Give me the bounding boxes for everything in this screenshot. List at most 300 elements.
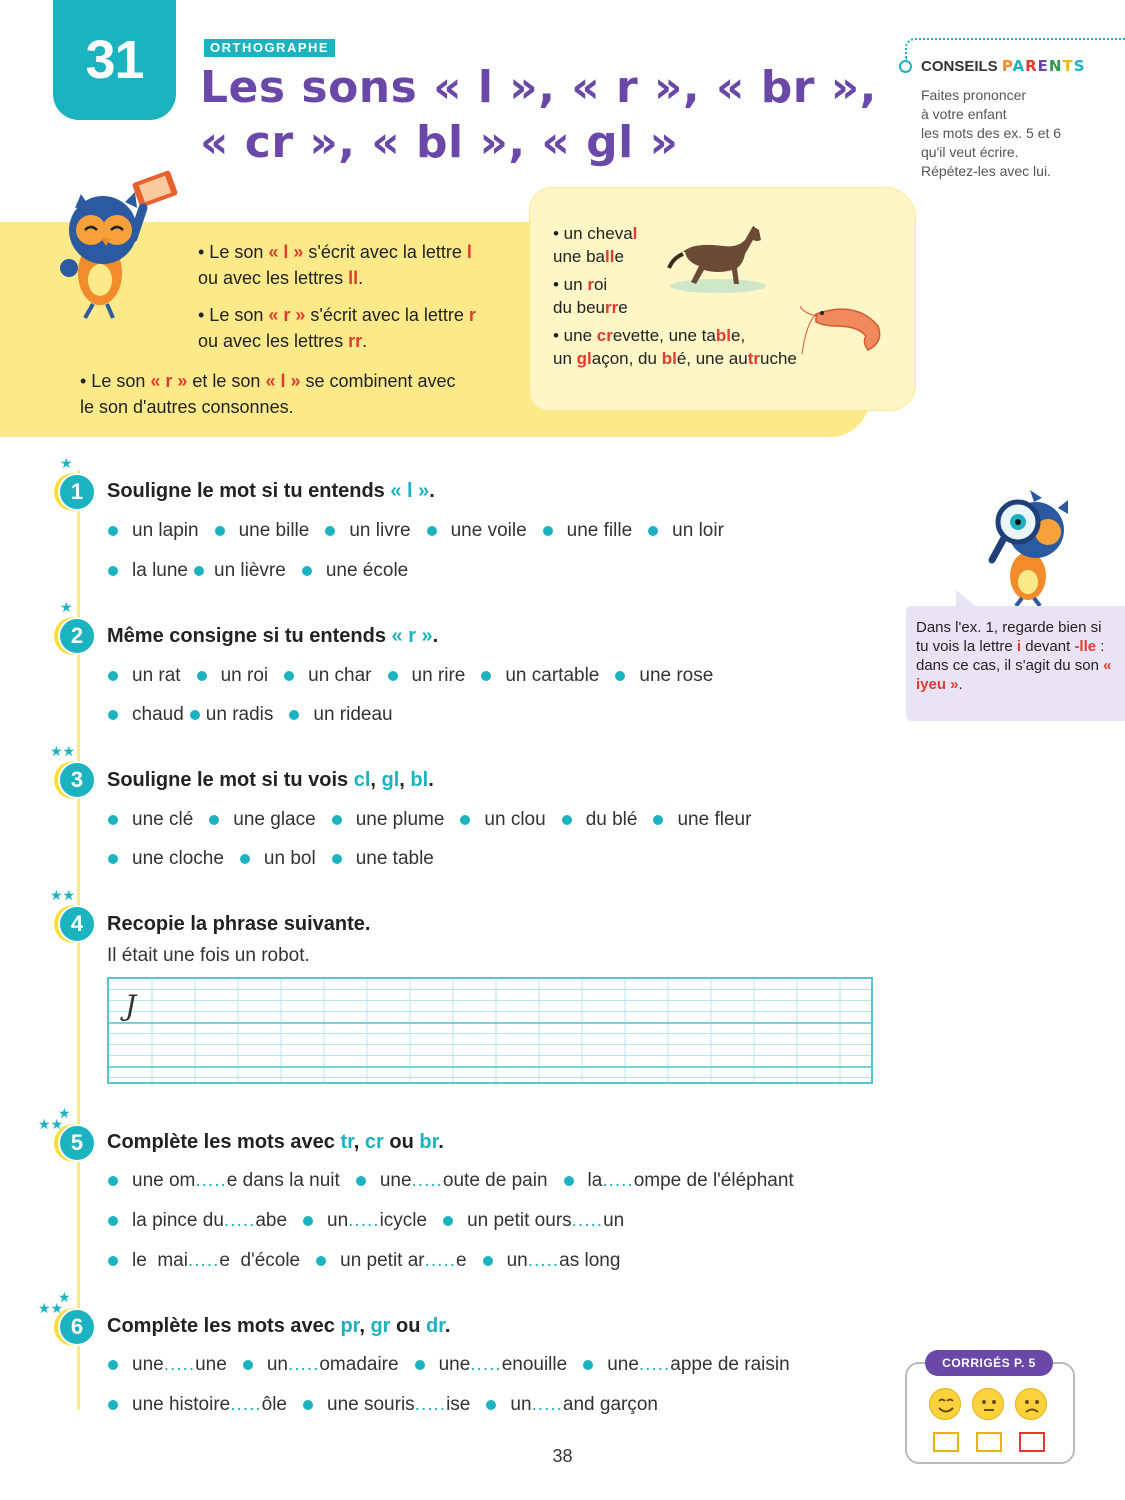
- difficulty-stars: ★ ★★: [38, 1289, 71, 1316]
- example-text: • un cheva: [553, 224, 633, 243]
- speech-notch: [170, 222, 192, 250]
- word[interactable]: une clé: [132, 809, 194, 830]
- word-start: la: [587, 1170, 603, 1191]
- instruction-letters: gl: [381, 769, 400, 791]
- blank-gap[interactable]: .....: [223, 1210, 256, 1231]
- rule-letter: r: [468, 305, 476, 325]
- hint-letter: i: [1016, 638, 1022, 655]
- word-item[interactable]: [325, 520, 410, 542]
- exercise-5-row-3: [108, 1250, 636, 1272]
- parents-line: Répétez-les avec lui.: [921, 163, 1051, 179]
- blank-gap[interactable]: .....: [195, 1170, 227, 1191]
- bullet-icon: [108, 671, 118, 681]
- word-end: e d'école: [219, 1250, 301, 1271]
- blank-gap[interactable]: .....: [411, 1170, 443, 1191]
- word[interactable]: une plume: [355, 809, 445, 830]
- fill-item[interactable]: [303, 1394, 470, 1416]
- checkbox-row: [933, 1432, 1045, 1452]
- parents-line: Faites prononcer: [921, 87, 1027, 103]
- word-item[interactable]: [194, 560, 286, 582]
- instruction-text: .: [428, 769, 434, 791]
- instruction-letters: br: [419, 1131, 439, 1153]
- hint-text: .: [958, 676, 963, 693]
- blank-gap[interactable]: .....: [424, 1250, 457, 1271]
- blank-gap[interactable]: .....: [638, 1354, 671, 1375]
- fill-item[interactable]: [108, 1250, 300, 1272]
- bullet-icon: [316, 1256, 326, 1266]
- instruction-letters: tr: [340, 1131, 354, 1153]
- exercise-6-instruction: [107, 1315, 450, 1338]
- word-start: une histoire: [132, 1394, 231, 1415]
- fill-item[interactable]: [564, 1170, 794, 1192]
- word[interactable]: un loir: [672, 520, 724, 541]
- word-end: e: [456, 1250, 467, 1271]
- word-item[interactable]: [240, 848, 316, 870]
- bullet-icon: [415, 1360, 425, 1370]
- rule-combined: [80, 368, 520, 420]
- example-text: une ba: [553, 247, 605, 266]
- rule-text: ou avec les lettres: [198, 331, 349, 351]
- bullet-icon: [108, 526, 118, 536]
- owl-magnifier-icon: [978, 488, 1088, 608]
- word-end: oute de pain: [442, 1170, 548, 1191]
- exercise-1-instruction: [107, 480, 435, 503]
- word-item[interactable]: [190, 704, 274, 726]
- instruction-text: ,: [353, 1131, 365, 1153]
- word-item[interactable]: [302, 560, 408, 582]
- word-item[interactable]: [197, 665, 269, 687]
- example-text: e: [618, 298, 628, 317]
- bullet-icon: [486, 1400, 496, 1410]
- word-item[interactable]: [648, 520, 724, 542]
- parents-heading: [921, 57, 1086, 75]
- exercise-number: 3: [58, 761, 96, 799]
- hint-letters: -lle: [1074, 638, 1097, 655]
- bullet-icon: [481, 671, 491, 681]
- rule-text: s'écrit avec la lettre: [305, 305, 469, 325]
- word[interactable]: un roi: [220, 665, 269, 686]
- exercise-2-row-2: [108, 704, 409, 726]
- fill-item[interactable]: [483, 1250, 621, 1272]
- fill-item[interactable]: [108, 1354, 227, 1376]
- bullet-icon: [483, 1256, 493, 1266]
- rule-text: .: [362, 331, 368, 351]
- word-start: une: [379, 1170, 412, 1191]
- word[interactable]: une fille: [566, 520, 633, 541]
- word-end: appe de raisin: [670, 1354, 790, 1375]
- word[interactable]: un char: [308, 665, 372, 686]
- assessment-checkbox-good[interactable]: [933, 1432, 959, 1452]
- instruction-text: Souligne le mot si tu vois: [107, 769, 354, 791]
- word-item[interactable]: [427, 520, 527, 542]
- word-item[interactable]: [215, 520, 310, 542]
- word[interactable]: une bille: [238, 520, 310, 541]
- blank-gap[interactable]: .....: [527, 1250, 560, 1271]
- rule-sound: « l »: [265, 371, 301, 391]
- word-item[interactable]: [108, 809, 193, 831]
- example-letter: bl: [661, 349, 677, 368]
- word[interactable]: un rideau: [313, 704, 393, 725]
- word-item[interactable]: [108, 520, 199, 542]
- instruction-text: ou: [390, 1315, 427, 1337]
- exercise-2-instruction: [107, 625, 438, 648]
- word[interactable]: la lune: [132, 560, 188, 581]
- instruction-letters: cl: [353, 769, 371, 791]
- bullet-icon: [108, 815, 118, 825]
- rule-l: [198, 239, 472, 291]
- exercise-number: 1: [58, 473, 96, 511]
- parents-heading-b: PARENTS: [1001, 57, 1086, 75]
- word-end: omadaire: [319, 1354, 399, 1375]
- word-start: le mai: [132, 1250, 188, 1271]
- example-text: du beu: [553, 298, 605, 317]
- bullet-icon: [108, 1216, 118, 1226]
- bullet-icon: [583, 1360, 593, 1370]
- word-item[interactable]: [562, 809, 638, 831]
- parents-line: à votre enfant: [921, 106, 1007, 122]
- bullet-icon: [388, 671, 398, 681]
- hint-text: Dans l'ex. 1, regarde bien si tu vois la lettre: [916, 619, 1102, 655]
- word-item[interactable]: [481, 665, 599, 687]
- blank-gap[interactable]: .....: [414, 1394, 447, 1415]
- bullet-icon: [243, 1360, 253, 1370]
- example-text: é, une au: [676, 349, 748, 368]
- bullet-icon: [190, 710, 200, 720]
- neutral-face-icon: [972, 1388, 1004, 1420]
- bullet-icon: [648, 526, 658, 536]
- bullet-icon: [108, 1360, 118, 1370]
- blank-gap[interactable]: .....: [571, 1210, 604, 1231]
- instruction-sound: « l »: [390, 480, 430, 502]
- word-item[interactable]: [332, 848, 434, 870]
- fill-item[interactable]: [108, 1170, 340, 1192]
- page-title-line-1: Les sons « l », « r », « br »,: [200, 62, 877, 113]
- word-item[interactable]: [108, 704, 184, 726]
- rule-sound: « l »: [268, 242, 304, 262]
- parents-circle-icon: [899, 60, 912, 73]
- owl-reading-icon: [55, 168, 185, 328]
- word[interactable]: un cartable: [505, 665, 600, 686]
- bullet-icon: [108, 1176, 118, 1186]
- word-end: abe: [255, 1210, 288, 1231]
- rule-text: s'écrit avec la lettre: [303, 242, 467, 262]
- bullet-icon: [615, 671, 625, 681]
- instruction-text: ou: [383, 1131, 420, 1153]
- answers-page-tab: CORRIGÉS P. 5: [925, 1350, 1053, 1376]
- word[interactable]: une rose: [639, 665, 714, 686]
- rule-letter: ll: [348, 268, 359, 288]
- word-start: une: [132, 1354, 164, 1375]
- rule-text: le son d'autres consonnes.: [80, 397, 294, 417]
- bullet-icon: [443, 1216, 453, 1226]
- assessment-checkbox-bad[interactable]: [1019, 1432, 1045, 1452]
- word-end: enouille: [501, 1354, 568, 1375]
- example-text: e,: [730, 326, 746, 345]
- bullet-icon: [108, 566, 118, 576]
- bullet-icon: [197, 671, 207, 681]
- difficulty-stars: ★★: [50, 743, 76, 759]
- rule-text: se combinent avec: [300, 371, 456, 391]
- rule-letter: rr: [348, 331, 363, 351]
- exercise-2-row-1: [108, 665, 729, 687]
- bullet-icon: [562, 815, 572, 825]
- smiley-row: [929, 1388, 1047, 1420]
- exercise-number: 5: [58, 1124, 96, 1162]
- bullet-icon: [108, 854, 118, 864]
- horse-icon: [663, 218, 773, 298]
- word-item[interactable]: [615, 665, 713, 687]
- bullet-icon: [284, 671, 294, 681]
- exercise-3-row-1: [108, 809, 767, 831]
- word-end: e dans la nuit: [226, 1170, 340, 1191]
- fill-item[interactable]: [303, 1210, 427, 1232]
- bullet-icon: [289, 710, 299, 720]
- worried-face-icon: [1015, 1388, 1047, 1420]
- bullet-icon: [332, 854, 342, 864]
- word-item[interactable]: [460, 809, 545, 831]
- example-letter: r: [587, 275, 594, 294]
- exercise-3-instruction: [107, 769, 434, 792]
- example-text: oi: [593, 275, 608, 294]
- instruction-sound: « r »: [391, 625, 433, 647]
- blank-gap[interactable]: .....: [348, 1210, 380, 1231]
- word-start: un: [266, 1354, 288, 1375]
- fill-item[interactable]: [108, 1210, 287, 1232]
- subject-tag: ORTHOGRAPHE: [204, 39, 335, 57]
- fill-item[interactable]: [583, 1354, 789, 1376]
- instruction-text: Même consigne si tu entends: [107, 625, 392, 647]
- word-item[interactable]: [543, 520, 633, 542]
- difficulty-stars: ★ ★★: [38, 1105, 71, 1132]
- exercise-number: 2: [58, 617, 96, 655]
- instruction-text: ,: [359, 1315, 371, 1337]
- word-start: un petit ar: [340, 1250, 425, 1271]
- bullet-icon: [108, 1400, 118, 1410]
- lesson-number-badge: 31: [53, 0, 176, 120]
- handwritten-model-letter: J: [125, 989, 137, 1022]
- word[interactable]: une cloche: [132, 848, 224, 869]
- word-item[interactable]: [388, 665, 466, 687]
- fill-item[interactable]: [108, 1394, 287, 1416]
- rule-text: ou avec les lettres: [198, 268, 349, 288]
- example-letter: l: [632, 224, 638, 243]
- word-end: and garçon: [562, 1394, 658, 1415]
- word-start: un petit ours: [467, 1210, 572, 1231]
- instruction-letters: gr: [370, 1315, 391, 1337]
- exercise-5-instruction: [107, 1131, 444, 1154]
- hint-sound: « iyeu »: [916, 657, 1112, 693]
- bullet-icon: [108, 1256, 118, 1266]
- blank-gap[interactable]: .....: [187, 1250, 220, 1271]
- example-letter: rr: [605, 298, 619, 317]
- instruction-text: .: [444, 1315, 451, 1337]
- instruction-text: ,: [399, 769, 411, 791]
- bullet-icon: [332, 815, 342, 825]
- word-end: ôle: [261, 1394, 287, 1415]
- word[interactable]: une école: [325, 560, 409, 581]
- happy-face-icon: [929, 1388, 961, 1420]
- page-title-line-2: « cr », « bl », « gl »: [200, 117, 679, 168]
- blank-gap[interactable]: .....: [602, 1170, 634, 1191]
- bullet-icon: [215, 526, 225, 536]
- fill-item[interactable]: [243, 1354, 399, 1376]
- example-text: evette, une ta: [612, 326, 716, 345]
- word-item[interactable]: [108, 665, 181, 687]
- word-item[interactable]: [332, 809, 445, 831]
- instruction-text: ,: [370, 769, 382, 791]
- bullet-icon: [427, 526, 437, 536]
- difficulty-stars: ★: [60, 599, 73, 615]
- bullet-icon: [108, 710, 118, 720]
- blank-gap[interactable]: .....: [287, 1354, 320, 1375]
- word-start: une souris: [327, 1394, 415, 1415]
- word-start: une: [607, 1354, 639, 1375]
- word[interactable]: un rat: [132, 665, 181, 686]
- instruction-text: Souligne le mot si tu entends: [107, 480, 391, 502]
- grid-vertical-lines: [109, 979, 871, 1082]
- word-start: un: [327, 1210, 349, 1231]
- word[interactable]: une glace: [233, 809, 316, 830]
- word-item[interactable]: [209, 809, 315, 831]
- rule-text: • Le son: [80, 371, 151, 391]
- parents-advice: [921, 86, 1121, 181]
- exercise-6-row-2: [108, 1394, 674, 1416]
- instruction-letters: bl: [410, 769, 429, 791]
- bullet-icon: [653, 815, 663, 825]
- word[interactable]: un bol: [263, 848, 316, 869]
- word-item[interactable]: [284, 665, 371, 687]
- word[interactable]: un lapin: [132, 520, 199, 541]
- word[interactable]: un clou: [484, 809, 546, 830]
- instruction-text: .: [429, 480, 435, 502]
- blank-gap[interactable]: .....: [230, 1394, 262, 1415]
- word[interactable]: un radis: [205, 704, 274, 725]
- fill-item[interactable]: [356, 1170, 548, 1192]
- example-letter: cr: [596, 326, 613, 345]
- difficulty-stars: ★★: [50, 887, 76, 903]
- page-number: 38: [552, 1446, 573, 1466]
- parents-line: les mots des ex. 5 et 6: [921, 125, 1062, 141]
- word-start: une: [438, 1354, 471, 1375]
- word-end: as long: [559, 1250, 621, 1271]
- fill-item[interactable]: [316, 1250, 466, 1272]
- rule-letter: l: [466, 242, 472, 262]
- word-start: un: [510, 1394, 532, 1415]
- word-item[interactable]: [108, 848, 224, 870]
- word[interactable]: une voile: [450, 520, 527, 541]
- word-end: une: [195, 1354, 227, 1375]
- fill-item[interactable]: [486, 1394, 658, 1416]
- word-end: ise: [446, 1394, 471, 1415]
- example-letter: bl: [715, 326, 731, 345]
- fill-item[interactable]: [443, 1210, 624, 1232]
- instruction-letters: dr: [426, 1315, 445, 1337]
- hint-text: : dans ce cas, il s'agit du son: [916, 638, 1105, 674]
- sentence-to-copy: Il était une fois un robot.: [107, 945, 310, 966]
- example-letter: gl: [576, 349, 592, 368]
- word-end: un: [603, 1210, 625, 1231]
- parents-line: qu'il veut écrire.: [921, 144, 1019, 160]
- word-item[interactable]: [108, 560, 188, 582]
- bullet-icon: [194, 566, 204, 576]
- word[interactable]: du blé: [585, 809, 638, 830]
- instruction-text: .: [432, 625, 439, 647]
- word[interactable]: un lièvre: [214, 560, 286, 581]
- word-item[interactable]: [653, 809, 751, 831]
- word-end: icycle: [379, 1210, 428, 1231]
- example-text: • une: [553, 326, 597, 345]
- instruction-letters: cr: [364, 1131, 384, 1153]
- fill-item[interactable]: [415, 1354, 568, 1376]
- word-end: ompe de l'éléphant: [633, 1170, 794, 1191]
- bullet-icon: [543, 526, 553, 536]
- exercise-3-row-2: [108, 848, 450, 870]
- example-text: un: [553, 349, 577, 368]
- blank-gap[interactable]: .....: [470, 1354, 502, 1375]
- instruction-text: .: [438, 1131, 444, 1153]
- example-text: uche: [760, 349, 797, 368]
- assessment-checkbox-ok[interactable]: [976, 1432, 1002, 1452]
- rule-text: • Le son: [198, 305, 269, 325]
- rule-text: et le son: [187, 371, 266, 391]
- bullet-icon: [302, 566, 312, 576]
- hint-bubble: [906, 606, 1125, 721]
- writing-grid[interactable]: [107, 977, 873, 1084]
- bullet-icon: [303, 1216, 313, 1226]
- word[interactable]: un rire: [411, 665, 466, 686]
- word-start: la pince du: [132, 1210, 224, 1231]
- rule-text: • Le son: [198, 242, 269, 262]
- example-letter: tr: [747, 349, 760, 368]
- bullet-icon: [356, 1176, 366, 1186]
- exercise-5-row-1: [108, 1170, 810, 1192]
- word-start: un: [506, 1250, 528, 1271]
- rule-text: .: [358, 268, 364, 288]
- instruction-letters: pr: [340, 1315, 360, 1337]
- example-letter: ll: [605, 247, 615, 266]
- word-item[interactable]: [289, 704, 392, 726]
- word-start: une om: [132, 1170, 196, 1191]
- example-text: • un: [553, 275, 588, 294]
- rule-sound: « r »: [150, 371, 188, 391]
- instruction-text: Complète les mots avec: [107, 1315, 341, 1337]
- shrimp-icon: [798, 300, 888, 362]
- bullet-icon: [303, 1400, 313, 1410]
- self-assessment-box: [905, 1362, 1075, 1464]
- bullet-icon: [240, 854, 250, 864]
- word[interactable]: un livre: [349, 520, 411, 541]
- word[interactable]: une fleur: [677, 809, 752, 830]
- example-text: e: [614, 247, 624, 266]
- parents-heading-a: CONSEILS: [921, 58, 1002, 75]
- exercise-6-row-1: [108, 1354, 806, 1376]
- blank-gap[interactable]: .....: [163, 1354, 196, 1375]
- exercise-number: 6: [58, 1308, 96, 1346]
- example-text: açon, du: [591, 349, 662, 368]
- bullet-icon: [460, 815, 470, 825]
- difficulty-stars: ★: [60, 455, 73, 471]
- exercise-1-row-1: [108, 520, 740, 542]
- exercise-5-row-2: [108, 1210, 640, 1232]
- blank-gap[interactable]: .....: [531, 1394, 563, 1415]
- word[interactable]: chaud: [132, 704, 184, 725]
- bullet-icon: [564, 1176, 574, 1186]
- hint-text: devant: [1021, 638, 1075, 655]
- bullet-icon: [209, 815, 219, 825]
- exercise-1-row-2: [108, 560, 424, 582]
- rule-sound: « r »: [268, 305, 306, 325]
- word[interactable]: une table: [355, 848, 434, 869]
